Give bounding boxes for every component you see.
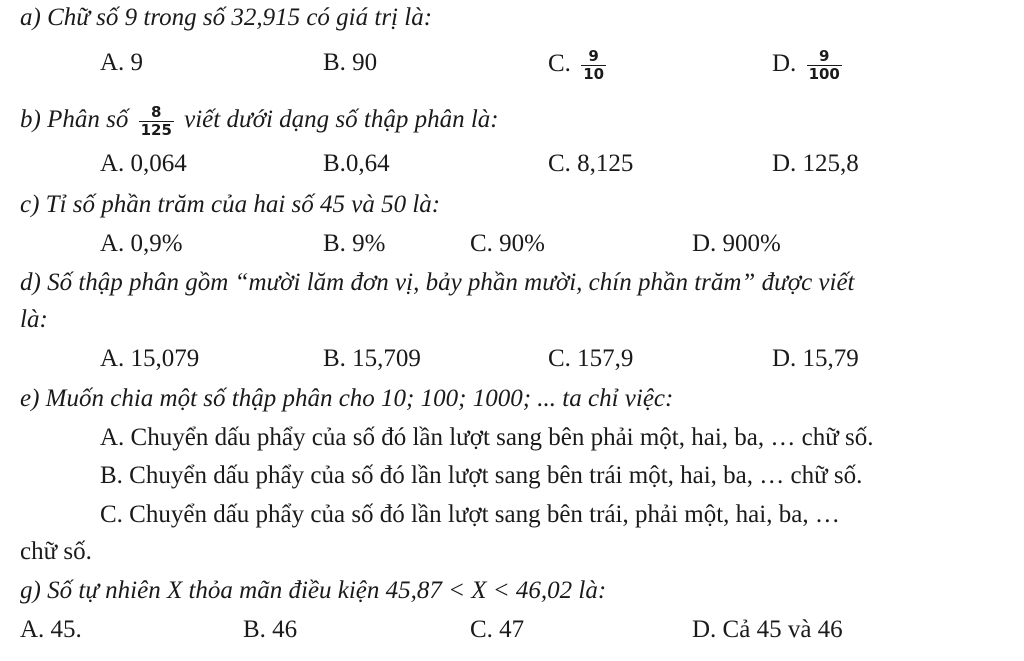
fraction-numerator: 9 — [819, 47, 830, 65]
option-d-B: B. 15,709 — [323, 345, 421, 372]
option-g-C: C. 47 — [470, 616, 525, 643]
option-d-A: A. 15,079 — [100, 345, 200, 372]
option-g-A: A. 45. — [20, 616, 82, 643]
option-c-C: C. 90% — [470, 230, 545, 257]
question-d-line1: d) Số thập phân gồm “mười lăm đơn vị, bảy phần mười, chín phần trăm” được viết — [20, 269, 855, 296]
question-c: c) Tỉ số phần trăm của hai số 45 và 50 là: — [20, 191, 441, 218]
option-e-C-line1: C. Chuyển dấu phẩy của số đó lần lượt sang bên trái, phải một, hai, ba, … — [100, 501, 840, 528]
question-b-suffix: viết dưới dạng số thập phân là: — [184, 106, 499, 134]
option-g-D: D. Cả 45 và 46 — [692, 616, 843, 643]
option-b-A: A. 0,064 — [100, 150, 187, 177]
fraction-denominator: 125 — [140, 121, 172, 139]
question-b-prefix: b) Phân số — [20, 106, 129, 134]
question-d-line2: là: — [20, 306, 48, 333]
option-b-C: C. 8,125 — [548, 150, 634, 177]
option-e-B: B. Chuyển dấu phẩy của số đó lần lượt sang bên trái một, hai, ba, … chữ số. — [100, 462, 863, 489]
question-g: g) Số tự nhiên X thỏa mãn điều kiện 45,87 < X < 46,02 là: — [20, 577, 607, 604]
fraction-8-125 — [139, 104, 174, 139]
fraction-numerator: 8 — [151, 103, 162, 121]
option-a-C-label: C. — [548, 50, 571, 78]
option-b-B: B.0,64 — [323, 150, 390, 177]
option-a-C — [548, 48, 606, 83]
option-a-D-label: D. — [772, 50, 797, 78]
fraction-denominator: 100 — [808, 65, 840, 83]
option-a-B: B. 90 — [323, 49, 378, 76]
option-c-D: D. 900% — [692, 230, 781, 257]
option-b-D: D. 125,8 — [772, 150, 859, 177]
option-d-D: D. 15,79 — [772, 345, 859, 372]
option-e-C-line2: chữ số. — [20, 538, 92, 565]
option-g-B: B. 46 — [243, 616, 298, 643]
fraction-9-100 — [807, 48, 842, 83]
question-a: a) Chữ số 9 trong số 32,915 có giá trị là: — [20, 4, 433, 31]
fraction-denominator: 10 — [583, 65, 605, 83]
question-b — [20, 104, 499, 139]
option-c-B: B. 9% — [323, 230, 386, 257]
option-d-C: C. 157,9 — [548, 345, 634, 372]
option-a-A: A. 9 — [100, 49, 144, 76]
fraction-9-10 — [581, 48, 606, 83]
option-c-A: A. 0,9% — [100, 230, 183, 257]
fraction-numerator: 9 — [588, 47, 599, 65]
question-e: e) Muốn chia một số thập phân cho 10; 100; 1000; ... ta chỉ việc: — [20, 385, 674, 412]
option-a-D — [772, 48, 842, 83]
option-e-A: A. Chuyển dấu phẩy của số đó lần lượt sang bên phải một, hai, ba, … chữ số. — [100, 424, 874, 451]
